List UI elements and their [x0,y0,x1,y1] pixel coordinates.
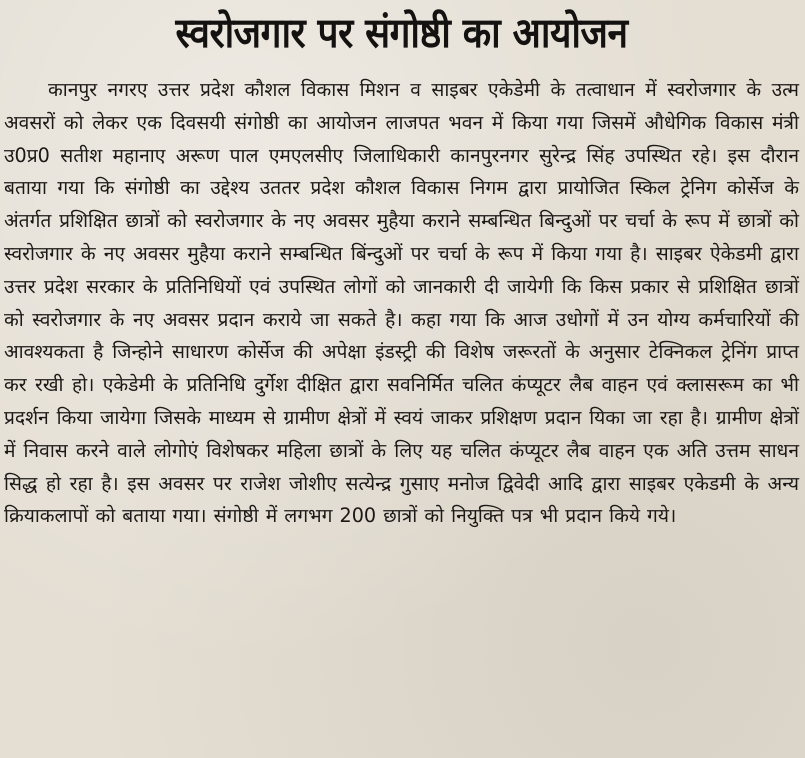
article-headline: स्वरोजगार पर संगोष्ठी का आयोजन [175,8,628,58]
article-body: कानपुर नगरए उत्तर प्रदेश कौशल विकास मिशन व साइबर एकेडेमी के तत्वाधान में स्वरोजगार के उत्म अवसरों को लेकर एक दिवसयी संगोष्ठी का आयोजन लाजपत भवन में किया गया जिसमें औधेगिक विकास मंत्री उ0प्र0 सतीश महानाए अरूण पाल एमएलसीए जिलाधिकारी कानपुरनगर सुरेन्द्र सिंह उपस्थित रहे। इस दौरान बताया गया कि संगोष्ठी का उद्देश्य उततर प्रदेश कौशल विकास निगम द्वारा प्रायोजित स्किल ट्रेनिग कोर्सेज के अंतर्गत प्रशिक्षित छात्रों को स्वरोजगार के नए अवसर मुहैया कराने सम्बन्धित बिन्दुओं पर चर्चा के रूप में छात्रों को स्वरोजगार के नए अवसर मुहैया कराने सम्बन्धित बिंन्दुओं पर चर्चा के रूप में किया गया है। साइबर ऐकेडमी द्वारा उत्तर प्रदेश सरकार के प्रतिनिधियों एवं उपस्थित लोगों को जानकारी दी जायेगी कि किस प्रकार से प्रशिक्षित छात्रों को स्वरोजगार के नए अवसर प्रदान कराये जा सकते है। कहा गया कि आज उधोगों में उन योग्य कर्मचारियों की आवश्यकता है जिन्होने साधारण कोर्सेज की अपेक्षा इंडस्ट्री की विशेष जरूरतों के अनुसार टेक्निकल ट्रेनिंग प्राप्त कर रखी हो। एकेडेमी के प्रतिनिधि दुर्गेश दीक्षित द्वारा सवनिर्मित चलित कंप्यूटर लैब वाहन एवं क्लासरूम का भी प्रदर्शन किया जायेगा जिसके माध्यम से ग्रामीण क्षेत्रों में स्वयं जाकर प्रशिक्षण प्रदान यिका जा रहा है। ग्रामीण क्षेत्रों में निवास करने वाले लोगोएं विशेषकर महिला छात्रों के लिए यह चलित कंप्यूटर लैब वाहन एक अति उत्तम साधन सिद्ध हो रहा है। इस अवसर पर राजेश जोशीए सत्येन्द्र गुसाए मनोज द्विवेदी आदि द्वारा साइबर एकेडमी के अन्य क्रियाकलापों को बताया गया। संगोष्ठी में लगभग 200 छात्रों को नियुक्ति पत्र भी प्रदान किये गये। [4,78,800,528]
